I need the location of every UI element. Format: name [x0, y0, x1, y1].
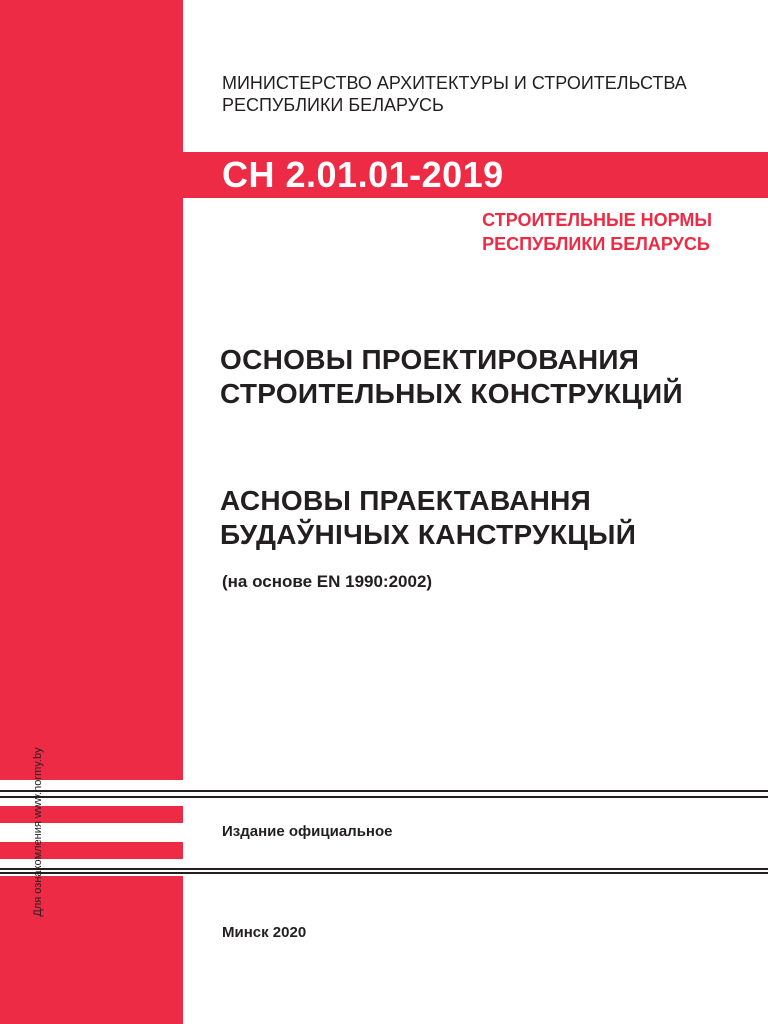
red-stripe-bottom [0, 876, 183, 1024]
divider-line [0, 872, 768, 874]
title-russian [220, 343, 683, 411]
document-type [482, 208, 712, 256]
watermark-text: Для ознакомления www.normy.by [32, 747, 44, 917]
red-stripe [0, 842, 183, 859]
ministry-line: РЕСПУБЛИКИ БЕЛАРУСЬ [222, 95, 444, 115]
document-number: СН 2.01.01-2019 [222, 154, 504, 195]
title-line: ОСНОВЫ ПРОЕКТИРОВАНИЯ [220, 344, 640, 375]
divider-line [0, 790, 768, 792]
title-line: БУДАЎНІЧЫХ КАНСТРУКЦЫЙ [220, 519, 637, 550]
red-stripe [0, 806, 183, 823]
standard-basis: (на основе EN 1990:2002) [222, 572, 433, 591]
divider-line [0, 868, 768, 870]
title-line: АСНОВЫ ПРАЕКТАВАННЯ [220, 485, 592, 516]
title-line: СТРОИТЕЛЬНЫХ КОНСТРУКЦИЙ [220, 378, 683, 409]
divider-line [0, 796, 768, 798]
ministry-heading [222, 72, 687, 116]
place-year: Минск 2020 [222, 924, 307, 941]
left-red-column [0, 0, 183, 780]
ministry-line: МИНИСТЕРСТВО АРХИТЕКТУРЫ И СТРОИТЕЛЬСТВА [222, 73, 687, 93]
title-belarusian [220, 484, 636, 552]
document-type-line: СТРОИТЕЛЬНЫЕ НОРМЫ [482, 210, 712, 230]
edition-label: Издание официальное [222, 823, 393, 840]
document-type-line: РЕСПУБЛИКИ БЕЛАРУСЬ [482, 234, 710, 254]
